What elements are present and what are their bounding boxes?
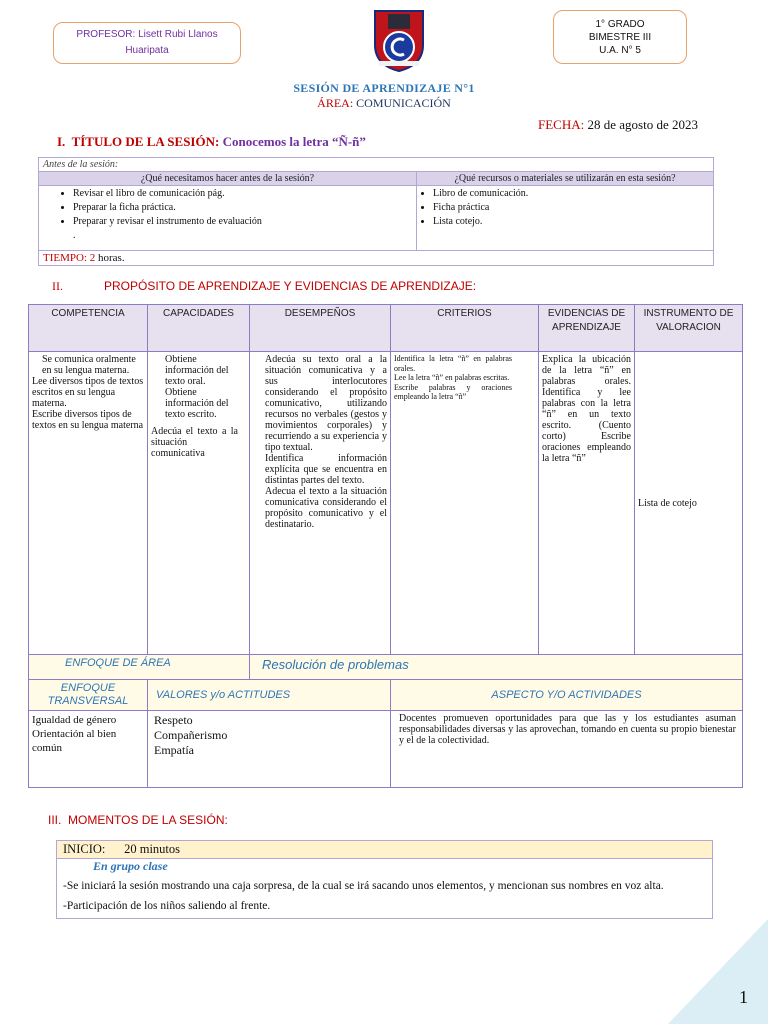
- inicio-header: [57, 841, 713, 859]
- desempenos-cell: [250, 352, 391, 655]
- competencia-item: Lee diversos tipos de textos escritos en su lengua materna.: [32, 376, 144, 409]
- enfoque-area-label: ENFOQUE DE ÁREA: [65, 657, 171, 669]
- desempeno-item: Adecúa su texto oral a la situación comunicativa y a sus interlocutores considerando el propósito comunicativo, utilizando recursos no verbales (gestos y movimientos corporales) y recurriendo a su experiencia y tipo textual.: [265, 354, 387, 453]
- area-line: [0, 96, 768, 111]
- section-2-number: II.: [52, 279, 63, 293]
- enfoque-transversal-label-cell: [29, 680, 148, 711]
- header-instrumento: INSTRUMENTO DE VALORACION: [635, 305, 743, 352]
- session-title: SESIÓN DE APRENDIZAJE N°1: [293, 81, 475, 95]
- list-item: • Libro de comunicación.: [433, 187, 709, 201]
- section-3-label: MOMENTOS DE LA SESIÓN:: [68, 813, 228, 827]
- aspecto-cell: [391, 711, 743, 788]
- section-3-number: III.: [48, 813, 62, 827]
- purpose-table: [28, 304, 743, 788]
- enfoques-cell: [29, 711, 148, 788]
- competencia-item: Escribe diversos tipos de textos en su lengua materna: [32, 409, 144, 431]
- desempeno-item: Identifica información explícita que se encuentra en distintas partes del texto.: [265, 453, 387, 486]
- evidencia-text: Explica la ubicación de la letra “ñ” en palabras orales. Identifica y lee palabras con la letra “ñ” en un texto escrito. (Cuento corto) Escribe oraciones empleando la letra “ñ”: [542, 354, 631, 464]
- before-col2-cell: [417, 186, 714, 251]
- time-unit: horas.: [98, 252, 125, 264]
- time-value: 2: [89, 252, 96, 264]
- capacidad-item: Adecúa el texto a la situación comunicativa: [151, 426, 238, 459]
- enfoque-item: Orientación al bien común: [32, 728, 117, 754]
- instrumento-text: Lista de cotejo: [638, 497, 697, 509]
- criterio-item: Identifica la letra “ñ” en palabras orales.: [394, 354, 512, 373]
- capacidades-cell: [148, 352, 250, 655]
- school-logo: [371, 9, 427, 73]
- competencia-item: Se comunica oralmente en su lengua materna.: [42, 354, 136, 376]
- section-1-label: TÍTULO DE LA SESIÓN:: [71, 134, 220, 149]
- session-topic: Conocemos la letra “Ñ-ñ”: [222, 134, 366, 149]
- page-number: 1: [739, 987, 748, 1007]
- inicio-table: [56, 840, 713, 919]
- list-item: .: [73, 230, 76, 241]
- header-desempenos: DESEMPEÑOS: [250, 305, 391, 352]
- valores-label-cell: [148, 680, 391, 711]
- date-value: 28 de agosto de 2023: [587, 117, 698, 132]
- inicio-line-1: -Se iniciará la sesión mostrando una caja sorpresa, de la cual se irá sacando unos elementos, y mencionan sus nombres en voz alta.: [63, 880, 664, 892]
- valor-item: Empatía: [154, 743, 194, 757]
- header-criterios: CRITERIOS: [391, 305, 539, 352]
- criterio-item: Lee la letra “ñ” en palabras escritas.: [394, 373, 510, 382]
- teacher-box: [53, 22, 241, 64]
- area-label: ÁREA:: [317, 96, 354, 110]
- instrumento-cell: [635, 352, 743, 655]
- capacidad-item: Obtiene información del texto escrito.: [165, 387, 229, 420]
- corner-decoration: [668, 919, 768, 1024]
- section-3-heading: [48, 813, 228, 827]
- list-item: • Lista cotejo.: [433, 215, 709, 229]
- inicio-subtitle: En grupo clase: [93, 859, 168, 873]
- valor-item: Compañerismo: [154, 728, 228, 742]
- list-item: • Preparar la ficha práctica.: [73, 201, 412, 215]
- before-col1-header: ¿Qué necesitamos hacer antes de la sesión?: [39, 172, 417, 186]
- before-session-caption: Antes de la sesión:: [39, 158, 714, 172]
- section-1-number: I.: [57, 134, 66, 149]
- valor-item: Respeto: [154, 713, 193, 727]
- ua-label: U.A. N° 5: [599, 45, 641, 56]
- grade-box: [553, 10, 687, 64]
- bimestre-label: BIMESTRE III: [588, 32, 652, 43]
- criterio-item: Escribe palabras y oraciones empleando la letra “ñ”: [394, 382, 512, 401]
- before-col2-header: ¿Qué recursos o materiales se utilizarán en esta sesión?: [417, 172, 714, 186]
- inicio-label: INICIO:: [63, 842, 106, 856]
- header-capacidades: CAPACIDADES: [148, 305, 250, 352]
- competencia-cell: [29, 352, 148, 655]
- area-value: COMUNICACIÓN: [356, 96, 451, 110]
- enfoque-area-value-cell: [250, 655, 743, 680]
- section-2-label: PROPÓSITO DE APRENDIZAJE Y EVIDENCIAS DE APRENDIZAJE:: [104, 279, 477, 293]
- date-line: [538, 117, 698, 133]
- before-col1-cell: [39, 186, 417, 251]
- enfoque-item: Igualdad de género: [32, 714, 117, 726]
- valores-label: VALORES y/o ACTITUDES: [156, 689, 291, 701]
- list-item: • Ficha práctica: [433, 201, 709, 215]
- time-label: TIEMPO:: [43, 252, 87, 264]
- desempeno-item: Adecua el texto a la situación comunicativa considerando el propósito comunicativo y el destinatario.: [265, 486, 387, 530]
- enfoque-area-value: Resolución de problemas: [262, 657, 409, 672]
- section-2-heading: [52, 279, 476, 294]
- inicio-body: [57, 859, 713, 919]
- enfoque-transversal-label: ENFOQUE TRANSVERSAL: [47, 682, 129, 707]
- list-item: • Revisar el libro de comunicación pág.: [73, 187, 412, 201]
- evidencias-cell: [539, 352, 635, 655]
- capacidad-item: Obtiene información del texto oral.: [165, 354, 229, 387]
- aspecto-label-cell: [391, 680, 743, 711]
- before-session-table: [38, 157, 714, 266]
- date-label: FECHA:: [538, 117, 585, 132]
- inicio-line-2: -Participación de los niños saliendo al frente.: [63, 900, 271, 912]
- time-row: [39, 251, 714, 266]
- criterios-cell: [391, 352, 539, 655]
- teacher-name: PROFESOR: Lisett Rubi Llanos Huaripata: [76, 29, 218, 56]
- inicio-duration: 20 minutos: [124, 842, 181, 856]
- aspecto-text: Docentes promueven oportunidades para que las y los estudiantes asuman responsabilidades diversas y las aprovechan, tomando en cuenta su propio bienestar y el de la colectividad.: [399, 713, 736, 746]
- list-item: • Preparar y revisar el instrumento de evaluación: [73, 215, 412, 229]
- section-1-heading: [57, 134, 366, 150]
- header-competencia: COMPETENCIA: [29, 305, 148, 352]
- enfoque-area-label-cell: [29, 655, 250, 680]
- header-evidencias: EVIDENCIAS DE APRENDIZAJE: [539, 305, 635, 352]
- aspecto-label: ASPECTO Y/O ACTIVIDADES: [491, 689, 642, 701]
- grade-label: 1° GRADO: [595, 19, 645, 30]
- valores-cell: [148, 711, 391, 788]
